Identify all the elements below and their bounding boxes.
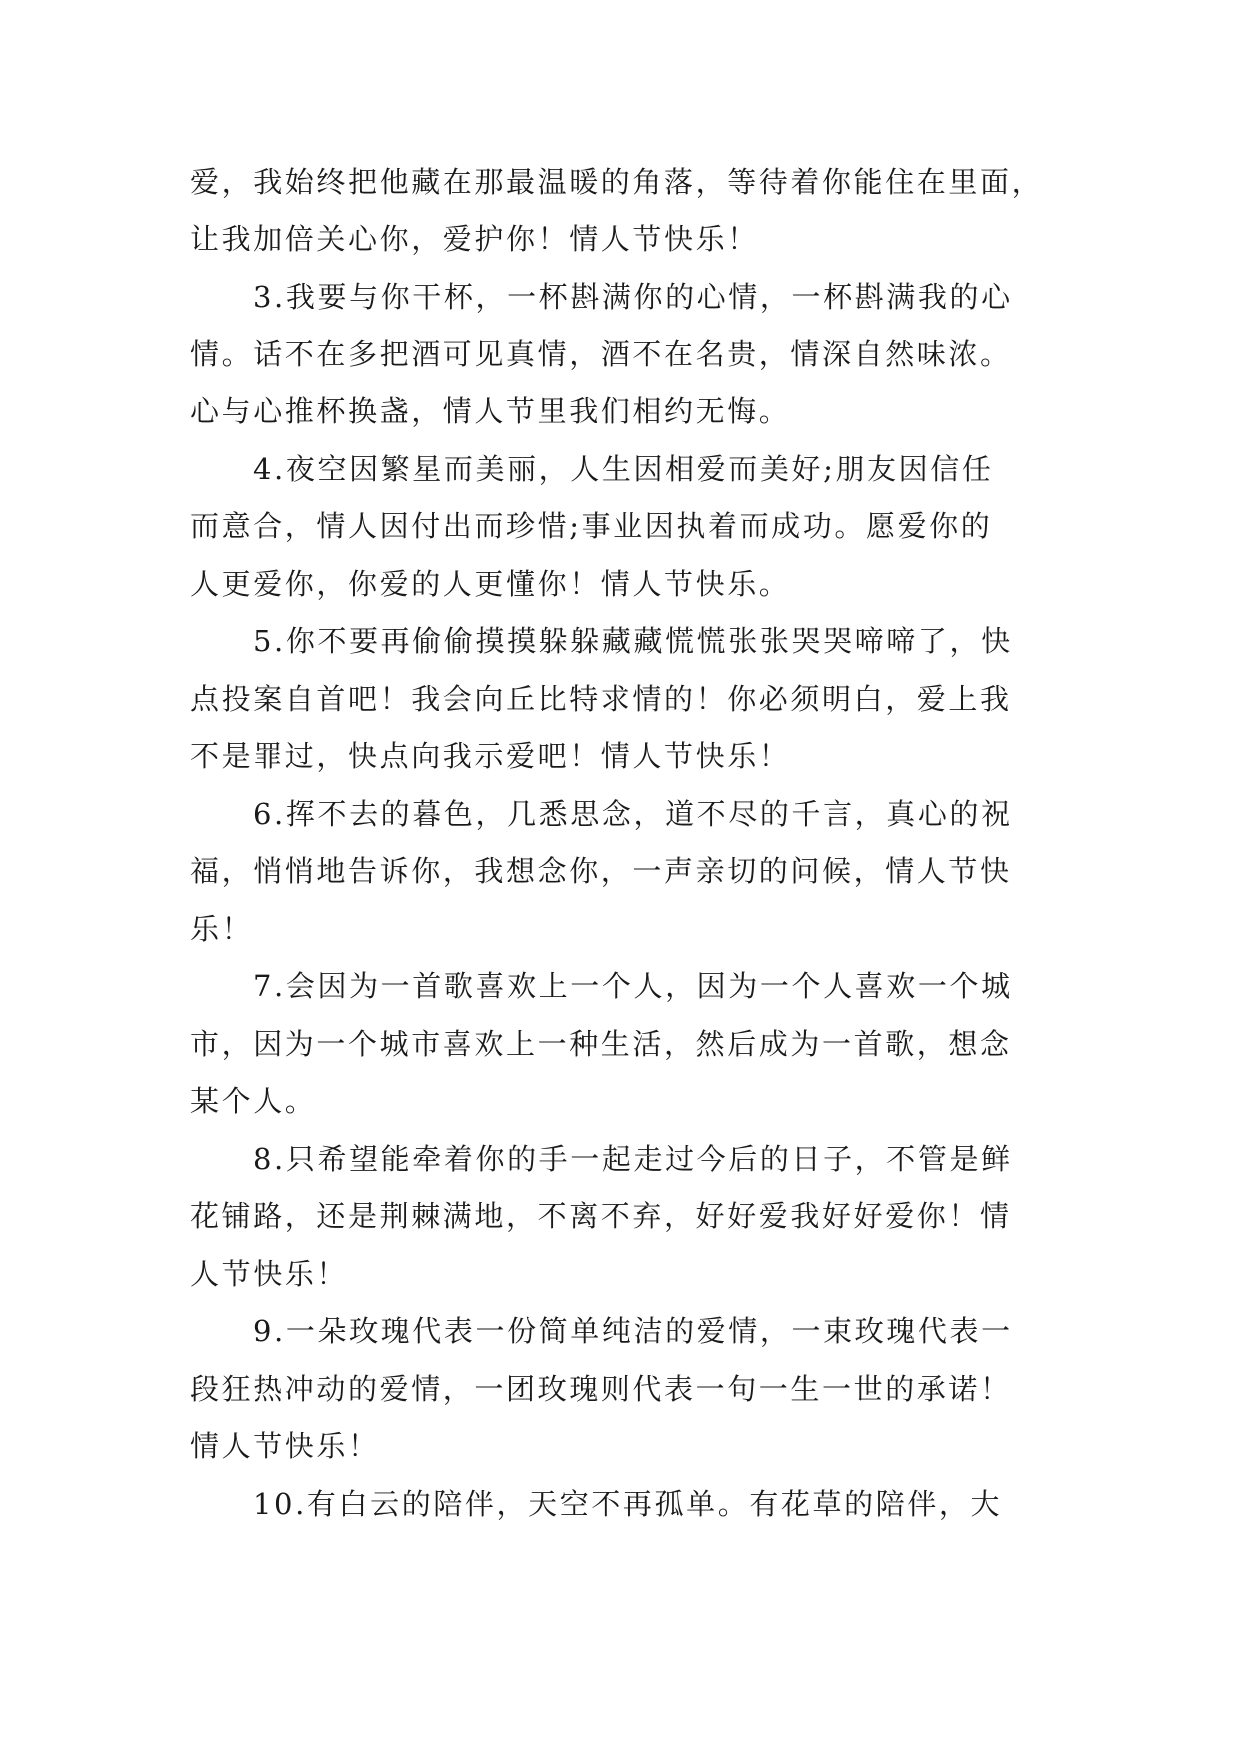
text-line: 不是罪过，快点向我示爱吧！情人节快乐！ <box>190 739 791 773</box>
text-line: 市，因为一个城市喜欢上一种生活，然后成为一首歌，想念 <box>190 1027 1012 1061</box>
text-line: 情人节快乐！ <box>190 1429 380 1463</box>
paragraph-item-8: 8.只希望能牵着你的手一起走过今后的日子，不管是鲜 <box>253 1142 1013 1176</box>
text-line: 爱，我始终把他藏在那最温暖的角落，等待着你能住在里面， <box>190 165 1044 199</box>
paragraph-item-6: 6.挥不去的暮色，几悉思念，道不尽的千言，真心的祝 <box>253 797 1013 831</box>
paragraph-item-9: 9.一朵玫瑰代表一份简单纯洁的爱情，一束玫瑰代表一 <box>253 1314 1013 1348</box>
text-line: 心与心推杯换盏，情人节里我们相约无悔。 <box>190 394 791 428</box>
paragraph-item-10: 10.有白云的陪伴，天空不再孤单。有花草的陪伴，大 <box>253 1487 1003 1521</box>
text-line: 某个人。 <box>190 1084 317 1118</box>
text-line: 乐！ <box>190 912 254 946</box>
text-line: 福，悄悄地告诉你，我想念你，一声亲切的问候，情人节快 <box>190 854 1012 888</box>
paragraph-item-4: 4.夜空因繁星而美丽，人生因相爱而美好;朋友因信任 <box>253 452 994 486</box>
text-line: 花铺路，还是荆棘满地，不离不弃，好好爱我好好爱你！情 <box>190 1199 1012 1233</box>
paragraph-item-5: 5.你不要再偷偷摸摸躲躲藏藏慌慌张张哭哭啼啼了，快 <box>253 624 1013 658</box>
text-line: 段狂热冲动的爱情，一团玫瑰则代表一句一生一世的承诺！ <box>190 1372 1012 1406</box>
paragraph-item-3: 3.我要与你干杯，一杯斟满你的心情，一杯斟满我的心 <box>253 280 1013 314</box>
text-line: 情。话不在多把酒可见真情，酒不在名贵，情深自然味浓。 <box>190 337 1012 371</box>
text-line: 让我加倍关心你，爱护你！情人节快乐！ <box>190 222 759 256</box>
text-line: 而意合，情人因付出而珍惜;事业因执着而成功。愿爱你的 <box>190 509 993 543</box>
text-line: 点投案自首吧！我会向丘比特求情的！你必须明白，爱上我 <box>190 682 1012 716</box>
text-line: 人节快乐！ <box>190 1257 349 1291</box>
paragraph-item-7: 7.会因为一首歌喜欢上一个人，因为一个人喜欢一个城 <box>253 969 1013 1003</box>
text-line: 人更爱你，你爱的人更懂你！情人节快乐。 <box>190 567 791 601</box>
